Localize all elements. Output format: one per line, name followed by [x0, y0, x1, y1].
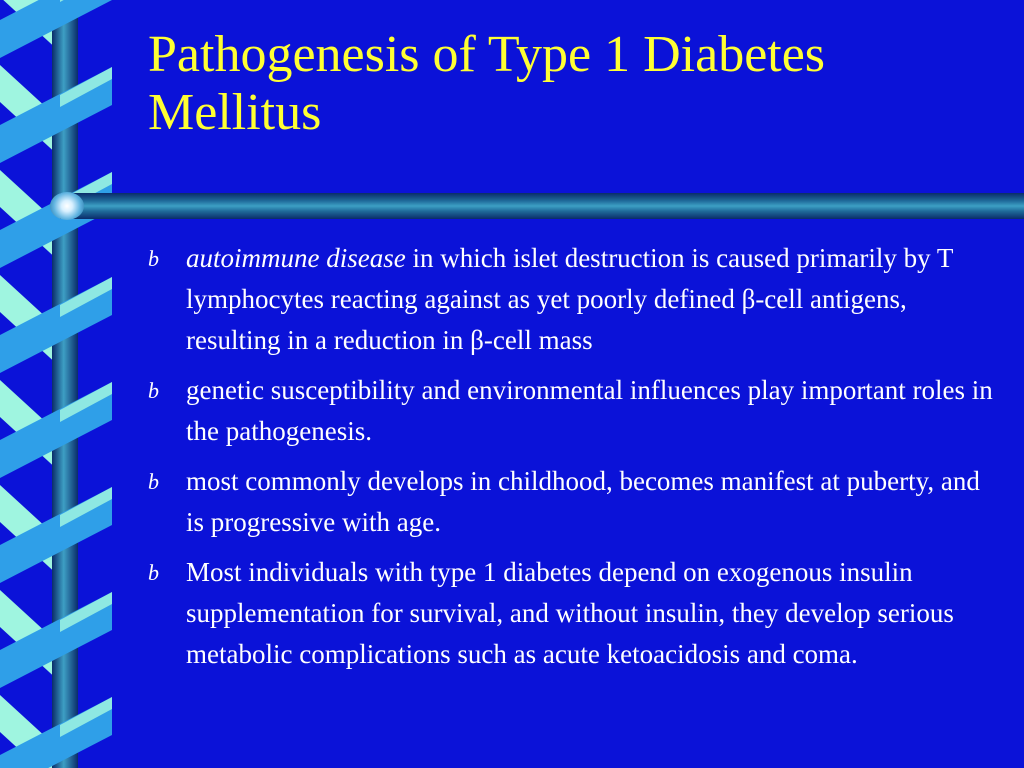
bullet-item [148, 370, 998, 452]
bullet-item [148, 461, 998, 543]
bullet-item [148, 552, 998, 675]
bullet-text: in which islet destruction is caused primarily by T lymphocytes reacting against as yet poorly defined β-cell antigens, resulting in a reduction in β-cell mass [186, 243, 953, 355]
slide-title: Pathogenesis of Type 1 Diabetes Mellitus [148, 26, 826, 141]
bullet-symbol: b [148, 469, 159, 494]
bullet-symbol: b [148, 378, 159, 403]
divider-knob [50, 192, 84, 220]
bullet-symbol: b [148, 560, 159, 585]
bullet-text: most commonly develops in childhood, becomes manifest at puberty, and is progressive with age. [186, 466, 980, 537]
bullet-symbol: b [148, 246, 159, 271]
bullet-emphasis: autoimmune disease [186, 243, 406, 273]
bullet-text: Most individuals with type 1 diabetes depend on exogenous insulin supplementation for survival, and without insulin, they develop serious metabolic complications such as acute ketoacidosis and coma. [186, 557, 954, 669]
bullet-item [148, 238, 998, 361]
spiral-ribbon-decoration [0, 0, 115, 768]
title-divider-bar [60, 193, 1024, 219]
bullet-text: genetic susceptibility and environmental influences play important roles in the pathogenesis. [186, 375, 993, 446]
bullet-list [148, 238, 998, 684]
